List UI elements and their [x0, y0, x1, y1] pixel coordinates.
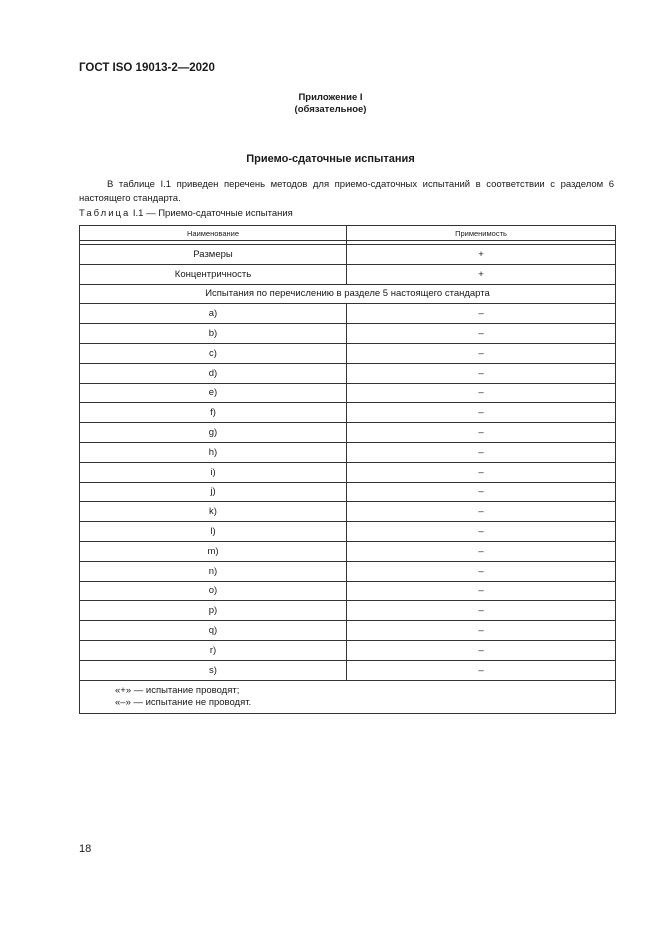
- row-name: j): [80, 482, 347, 502]
- section-title: Приемо-сдаточные испытания: [246, 153, 415, 165]
- row-name: k): [80, 502, 347, 522]
- table-row: [80, 561, 616, 581]
- notes-row: [80, 680, 616, 713]
- table-row: [80, 581, 616, 601]
- table-caption: [79, 208, 293, 219]
- row-name: b): [80, 324, 347, 344]
- row-applicability: –: [347, 403, 616, 423]
- table-row: [80, 502, 616, 522]
- table-row: [80, 482, 616, 502]
- table-row: [80, 640, 616, 660]
- row-name: Концентричность: [80, 264, 347, 284]
- row-applicability: –: [347, 660, 616, 680]
- header-applicability: Применимость: [347, 226, 616, 241]
- row-name: c): [80, 343, 347, 363]
- row-name: s): [80, 660, 347, 680]
- table-row: [80, 343, 616, 363]
- row-applicability: –: [347, 442, 616, 462]
- appendix-status: (обязательное): [294, 104, 367, 115]
- row-applicability: –: [347, 502, 616, 522]
- row-name: e): [80, 383, 347, 403]
- table-row: [80, 383, 616, 403]
- table-row: [80, 660, 616, 680]
- row-name: Размеры: [80, 245, 347, 265]
- row-name: p): [80, 601, 347, 621]
- table-row: [80, 403, 616, 423]
- document-code: ГОСТ ISO 19013-2—2020: [79, 62, 215, 74]
- row-name: h): [80, 442, 347, 462]
- table-caption-prefix: Таблица: [79, 208, 131, 219]
- table-row: [80, 245, 616, 265]
- acceptance-tests-table: [79, 225, 616, 714]
- table-row: [80, 522, 616, 542]
- row-applicability: +: [347, 245, 616, 265]
- page-number: 18: [79, 843, 92, 855]
- table-row: [80, 442, 616, 462]
- row-name: n): [80, 561, 347, 581]
- intro-paragraph: [79, 178, 614, 206]
- note-line: «–» — испытание не проводят.: [115, 696, 252, 708]
- span-row-text: Испытания по перечислению в разделе 5 настоящего стандарта: [80, 284, 616, 304]
- row-name: a): [80, 304, 347, 324]
- row-applicability: –: [347, 304, 616, 324]
- table-caption-text: I.1 — Приемо-сдаточные испытания: [132, 208, 293, 219]
- header-name: Наименование: [80, 226, 347, 241]
- row-name: o): [80, 581, 347, 601]
- row-name: q): [80, 621, 347, 641]
- table-row: [80, 621, 616, 641]
- row-applicability: –: [347, 462, 616, 482]
- row-applicability: –: [347, 343, 616, 363]
- row-applicability: –: [347, 640, 616, 660]
- row-applicability: –: [347, 541, 616, 561]
- table-row: [80, 423, 616, 443]
- table-row: [80, 601, 616, 621]
- row-applicability: –: [347, 581, 616, 601]
- table-row: [80, 264, 616, 284]
- table-row: [80, 304, 616, 324]
- table-row: [80, 363, 616, 383]
- row-applicability: –: [347, 363, 616, 383]
- row-name: d): [80, 363, 347, 383]
- row-applicability: –: [347, 423, 616, 443]
- notes-cell: [80, 680, 616, 713]
- row-name: r): [80, 640, 347, 660]
- span-row: [80, 284, 616, 304]
- row-name: i): [80, 462, 347, 482]
- row-name: l): [80, 522, 347, 542]
- row-applicability: –: [347, 482, 616, 502]
- table-row: [80, 462, 616, 482]
- row-name: g): [80, 423, 347, 443]
- note-line: «+» — испытание проводят;: [115, 684, 240, 696]
- table-header-row: [80, 226, 616, 241]
- row-applicability: –: [347, 522, 616, 542]
- row-applicability: –: [347, 561, 616, 581]
- table-row: [80, 324, 616, 344]
- row-applicability: –: [347, 601, 616, 621]
- row-name: f): [80, 403, 347, 423]
- row-applicability: –: [347, 383, 616, 403]
- intro-text: В таблице I.1 приведен перечень методов для приемо-сдаточных испытаний в соответствии с разделом 6 настоящего стандарта.: [79, 179, 614, 204]
- appendix-title: Приложение I: [298, 92, 363, 103]
- table-row: [80, 541, 616, 561]
- row-applicability: –: [347, 324, 616, 344]
- row-name: m): [80, 541, 347, 561]
- row-applicability: +: [347, 264, 616, 284]
- row-applicability: –: [347, 621, 616, 641]
